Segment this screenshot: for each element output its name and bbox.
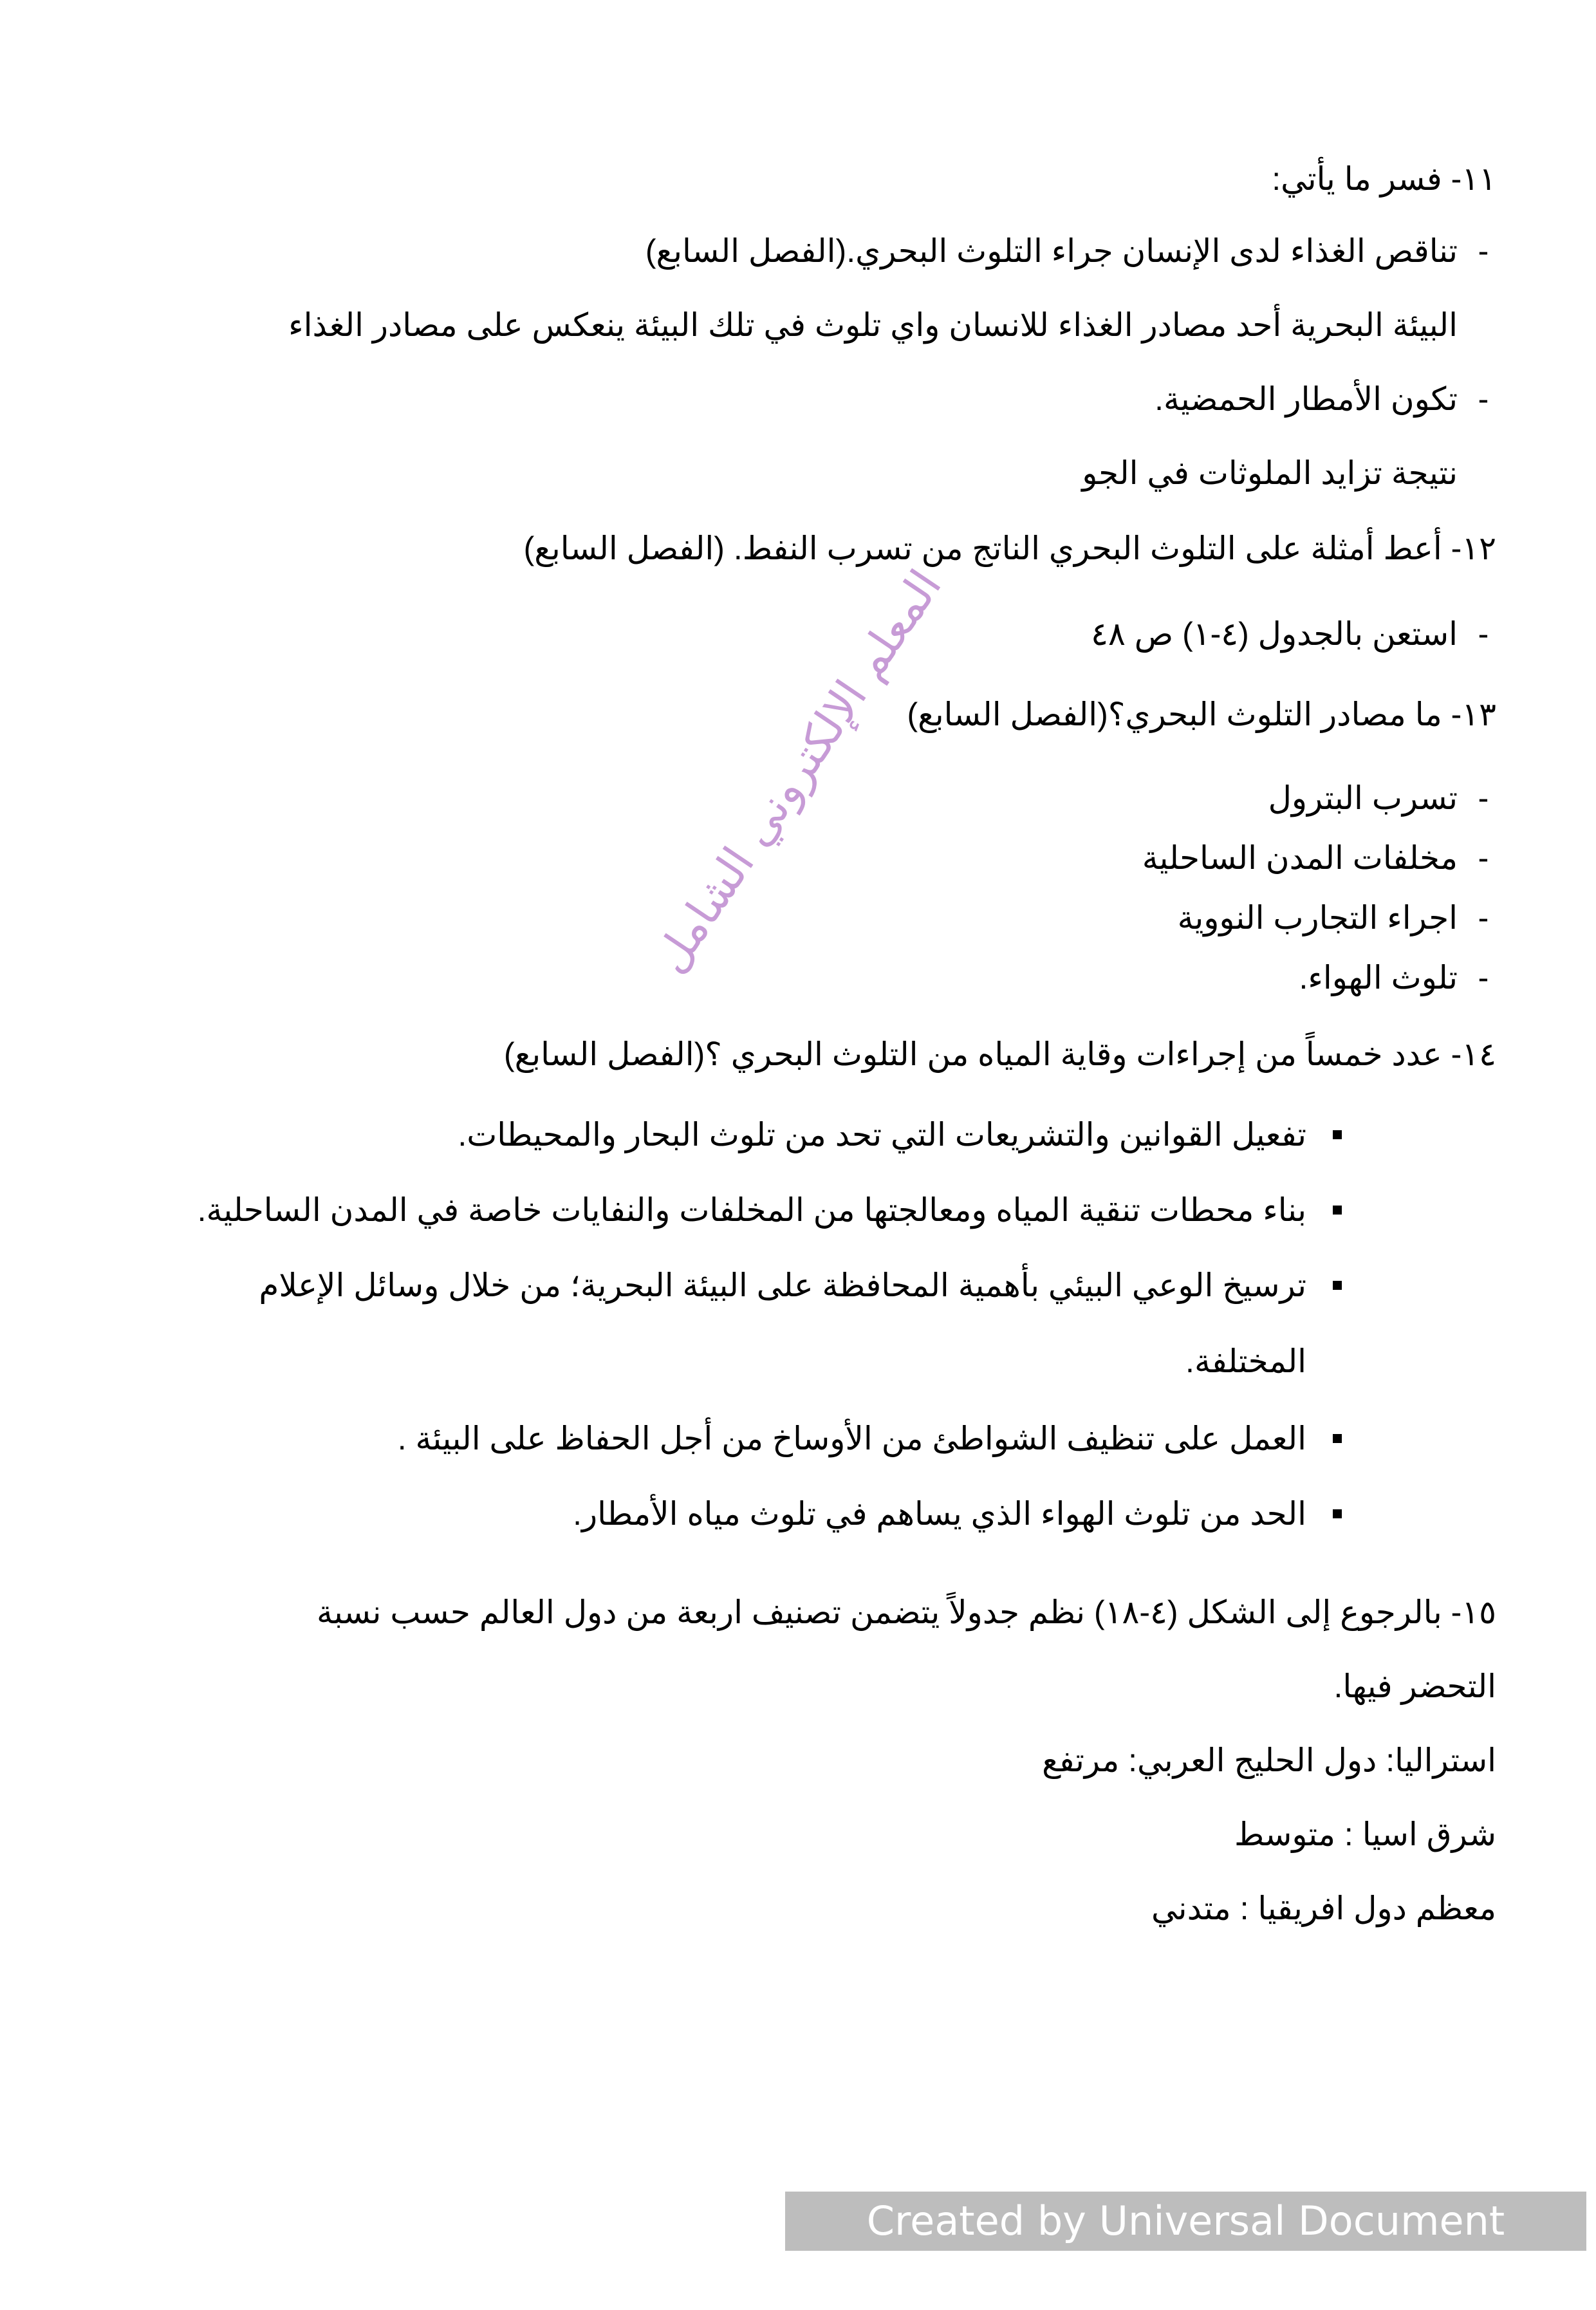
q13-item: مخلفات المدن الساحلية <box>1142 840 1458 876</box>
q14-item-continued: المختلفة. <box>1185 1343 1306 1379</box>
dash-bullet: - <box>1478 233 1489 269</box>
q13-item: تسرب البترول <box>1268 780 1458 816</box>
dash-bullet: - <box>1478 780 1489 816</box>
question-15-title: ١٥- بالرجوع إلى الشكل (٤-١٨) نظم جدولاً يتضمن تصنيف اربعة من دول العالم حسب نسبة <box>317 1594 1496 1630</box>
q13-item: اجراء التجارب النووية <box>1177 900 1458 936</box>
q14-item: الحد من تلوث الهواء الذي يساهم في تلوث مياه الأمطار. <box>573 1496 1306 1532</box>
q15-answer: شرق اسيا : متوسط <box>1234 1816 1496 1852</box>
square-bullet <box>1333 1206 1342 1215</box>
question-11-title: ١١- فسر ما يأتي: <box>1272 161 1496 197</box>
q13-item: تلوث الهواء. <box>1299 960 1458 996</box>
square-bullet <box>1333 1509 1342 1518</box>
dash-bullet: - <box>1478 381 1489 417</box>
watermark: المعلم الإلكتروني الشامل <box>644 560 952 982</box>
q12-item-1: استعن بالجدول (٤-١) ص ٤٨ <box>1091 616 1458 652</box>
square-bullet <box>1333 1434 1342 1443</box>
q11-item-2: تكون الأمطار الحمضية. <box>1155 381 1458 417</box>
square-bullet <box>1333 1281 1342 1290</box>
square-bullet <box>1333 1130 1342 1139</box>
q11-item-1: تناقص الغذاء لدى الإنسان جراء التلوث البحري.(الفصل السابع) <box>645 233 1458 269</box>
q14-item: بناء محطات تنقية المياه ومعالجتها من المخلفات والنفايات خاصة في المدن الساحلية. <box>197 1192 1306 1228</box>
dash-bullet: - <box>1478 900 1489 936</box>
q11-answer-2: نتيجة تزايد الملوثات في الجو <box>1082 455 1458 491</box>
converter-footer-banner: Created by Universal Document Converter <box>785 2192 1586 2251</box>
dash-bullet: - <box>1478 840 1489 876</box>
dash-bullet: - <box>1478 960 1489 996</box>
question-13-title: ١٣- ما مصادر التلوث البحري؟(الفصل السابع) <box>907 696 1496 732</box>
q14-item: العمل على تنظيف الشواطئ من الأوساخ من أجل الحفاظ على البيئة . <box>397 1420 1306 1457</box>
question-12-title: ١٢- أعط أمثلة على التلوث البحري الناتج من تسرب النفط. (الفصل السابع) <box>523 530 1496 566</box>
question-14-title: ١٤- عدد خمساً من إجراءات وقاية المياه من التلوث البحري ؟(الفصل السابع) <box>503 1036 1496 1072</box>
q15-answer: معظم دول افريقيا : متدني <box>1151 1890 1496 1926</box>
q11-answer-1: البيئة البحرية أحد مصادر الغذاء للانسان واي تلوث في تلك البيئة ينعكس على مصادر الغذاء <box>288 307 1458 343</box>
question-15-title-continued: التحضر فيها. <box>1333 1668 1496 1704</box>
dash-bullet: - <box>1478 616 1489 652</box>
q15-answer: استراليا: دول الحليج العربي: مرتفع <box>1042 1742 1496 1778</box>
q14-item: ترسيخ الوعي البيئي بأهمية المحافظة على البيئة البحرية؛ من خلال وسائل الإعلام <box>259 1267 1306 1303</box>
q14-item: تفعيل القوانين والتشريعات التي تحد من تلوث البحار والمحيطات. <box>458 1117 1306 1153</box>
